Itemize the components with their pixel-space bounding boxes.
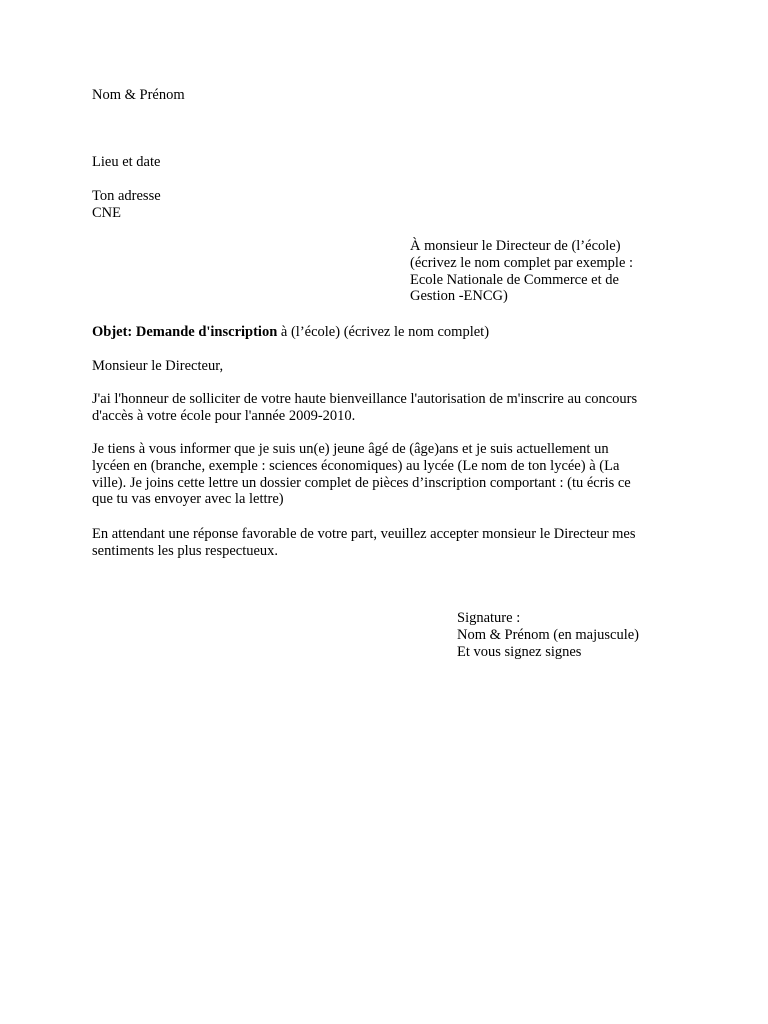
sender-cne: CNE xyxy=(92,204,121,221)
recipient-line: Ecole Nationale de Commerce et de xyxy=(410,271,619,288)
paragraph-line: En attendant une réponse favorable de votre part, veuillez accepter monsieur le Directeur mes xyxy=(92,526,636,542)
place-date-block xyxy=(92,154,160,171)
sender-address: Ton adresse xyxy=(92,188,161,204)
recipient-line: À monsieur le Directeur de (l’école) xyxy=(410,238,621,254)
paragraph-line: lycéen en (branche, exemple : sciences économiques) au lycée (Le nom de ton lycée) à (La xyxy=(92,457,620,474)
body-paragraph xyxy=(92,391,682,425)
subject-line xyxy=(92,324,489,341)
paragraph-line: d'accès à votre école pour l'année 2009-2010. xyxy=(92,407,356,424)
paragraph-line: que tu vas envoyer avec la lettre) xyxy=(92,491,284,508)
recipient-line: Gestion -ENCG) xyxy=(410,288,508,305)
body-paragraph xyxy=(92,526,682,560)
paragraph-line: ville). Je joins cette lettre un dossier complet de pièces d’inscription comportant : (tu écris ce xyxy=(92,474,631,491)
signature-block xyxy=(457,610,639,660)
recipient-block xyxy=(410,238,633,305)
salutation-block xyxy=(92,358,223,375)
signature-label: Signature : xyxy=(457,610,521,626)
body-paragraph xyxy=(92,441,682,508)
signature-instruction: Et vous signez signes xyxy=(457,643,582,660)
subject-title: Demande d'inscription xyxy=(135,324,278,340)
paragraph-line: Je tiens à vous informer que je suis un(e) jeune âgé de (âge)ans et je suis actuellement un xyxy=(92,441,609,457)
subject-label: Objet: xyxy=(92,324,133,340)
place-date: Lieu et date xyxy=(92,154,161,170)
signature-name: Nom & Prénom (en majuscule) xyxy=(457,626,640,643)
sender-address-block xyxy=(92,188,161,222)
recipient-line: (écrivez le nom complet par exemple : xyxy=(410,254,634,271)
paragraph-line: sentiments les plus respectueux. xyxy=(92,542,279,559)
sender-name: Nom & Prénom xyxy=(92,87,185,103)
paragraph-line: J'ai l'honneur de solliciter de votre haute bienveillance l'autorisation de m'inscrire au concours xyxy=(92,391,638,407)
subject-rest: à (l’école) (écrivez le nom complet) xyxy=(280,324,490,340)
salutation: Monsieur le Directeur, xyxy=(92,358,224,374)
sender-name-block xyxy=(92,87,185,104)
